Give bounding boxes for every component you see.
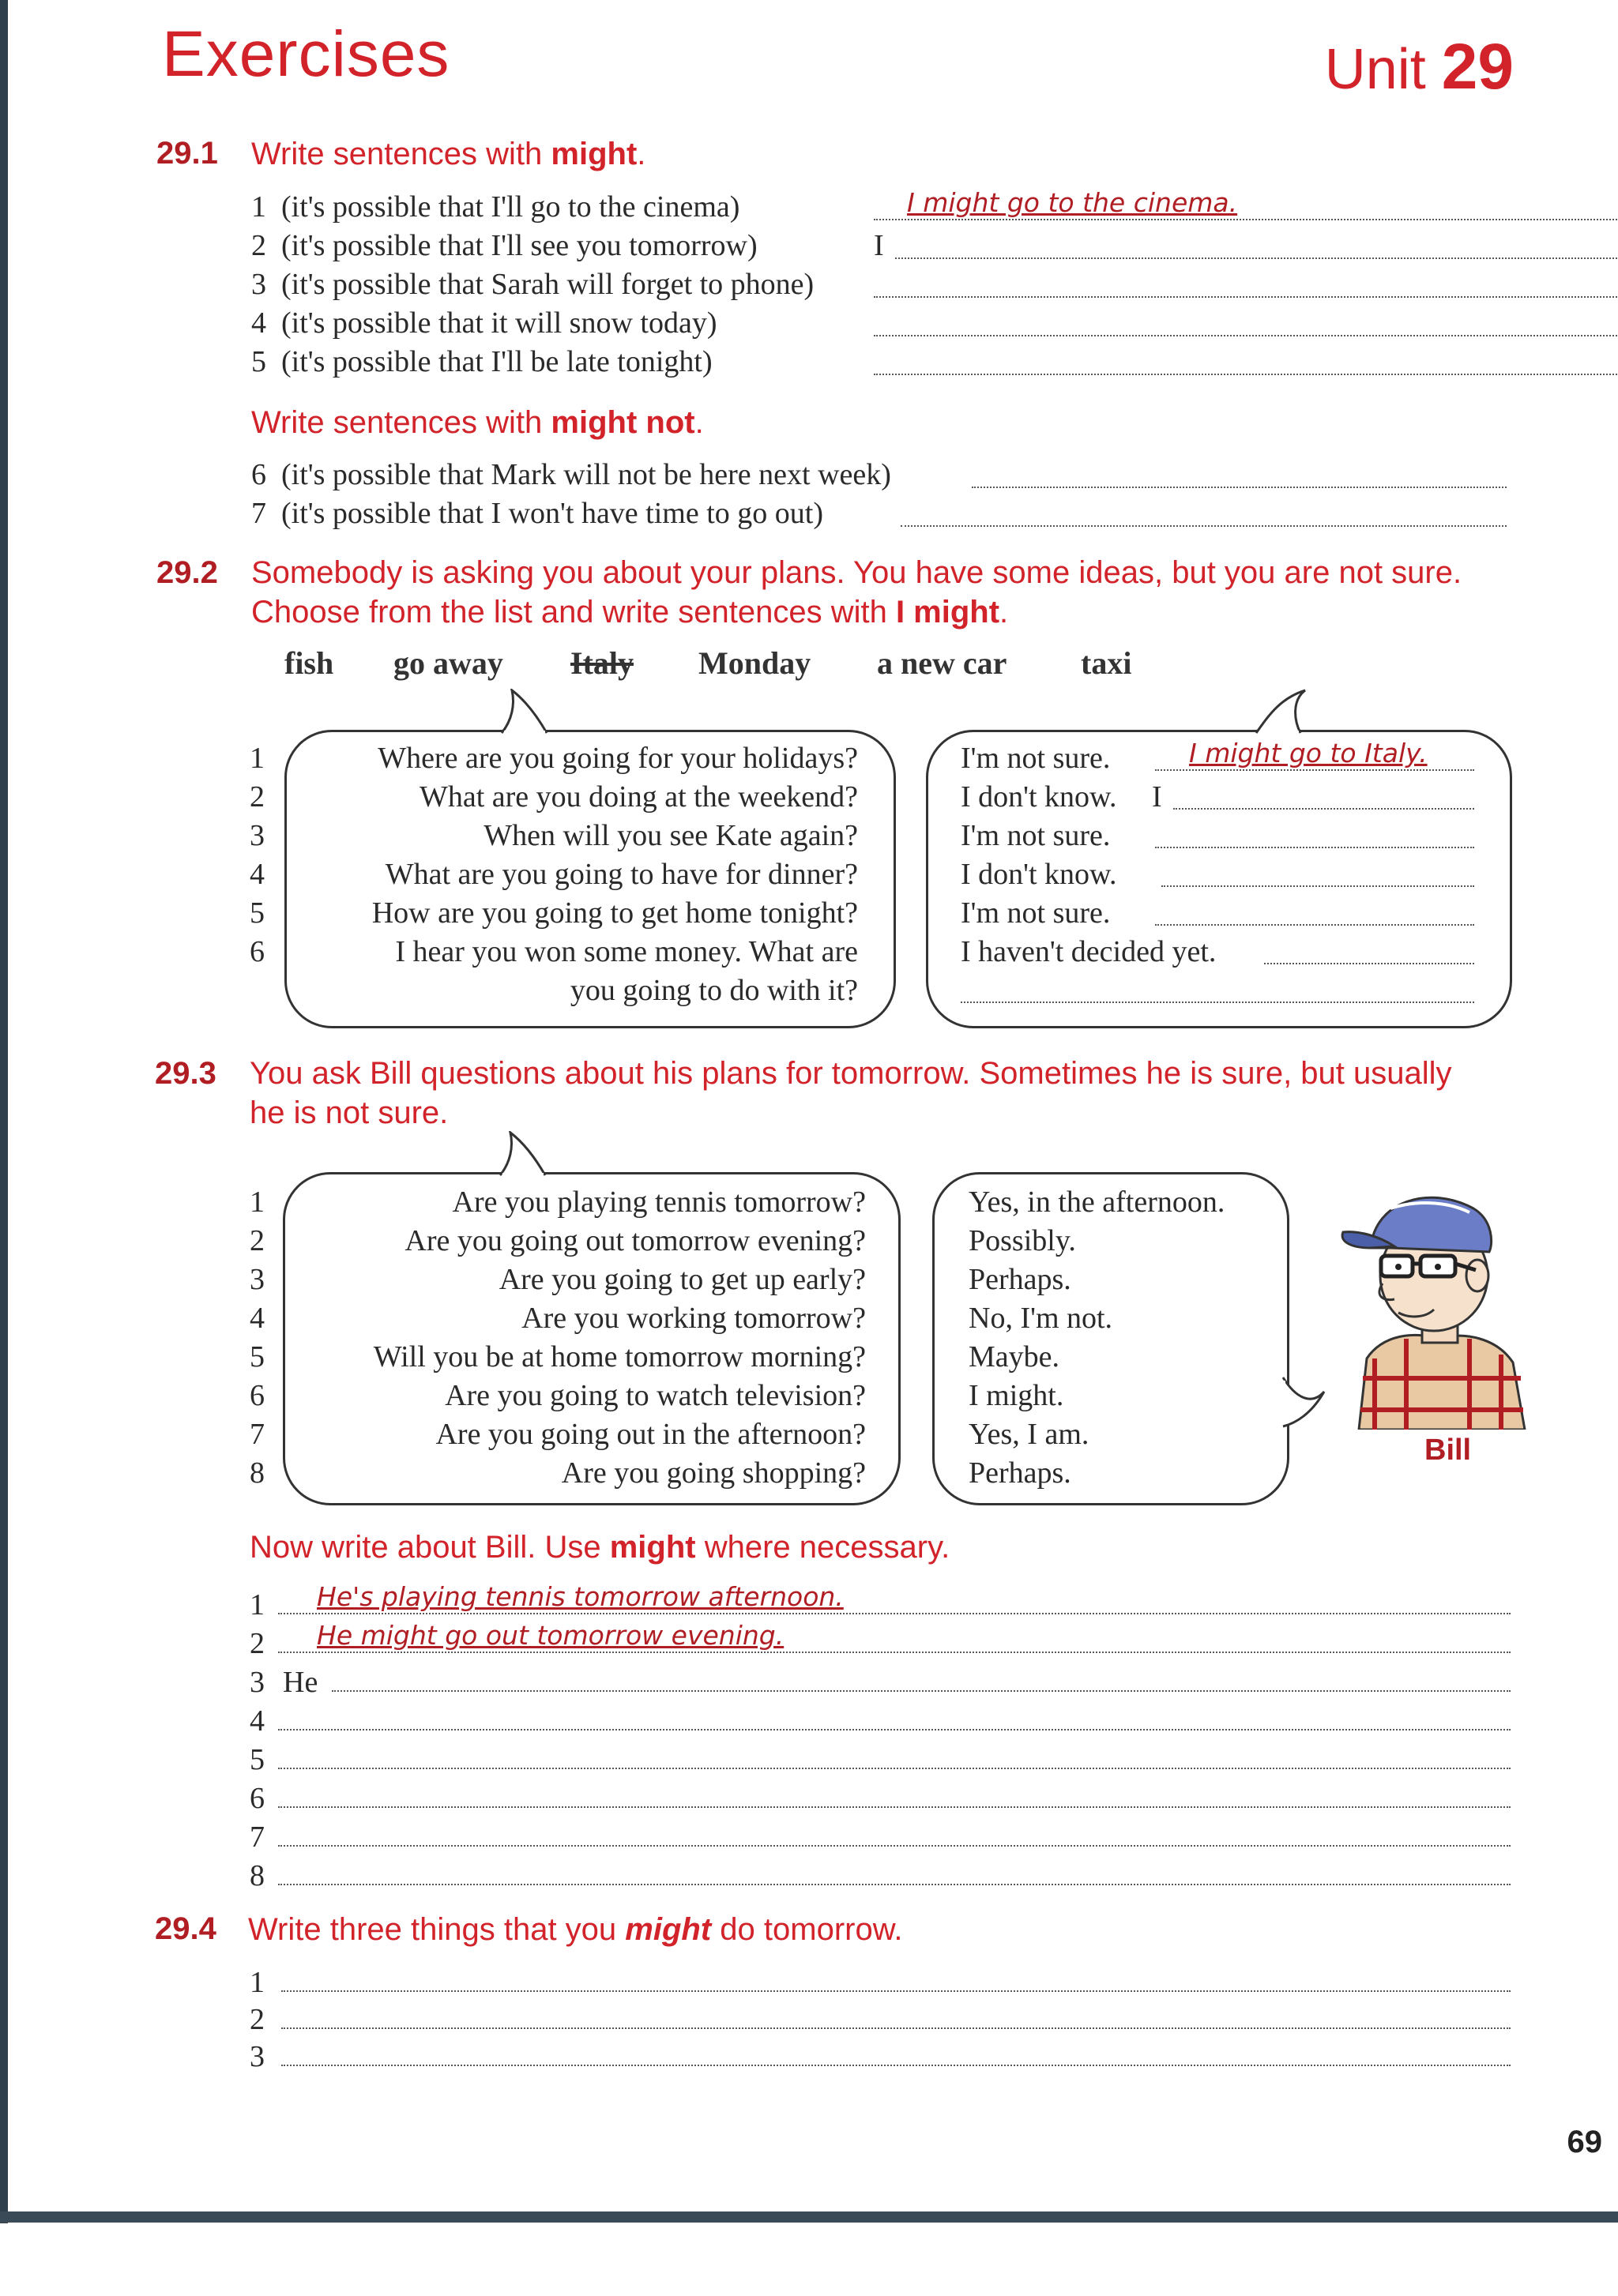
- question-text: Are you going to watch television?: [445, 1379, 866, 1412]
- item-number: 6: [250, 935, 265, 968]
- unit-number: 29: [1441, 31, 1514, 103]
- exercise-number-29-4: 29.4: [155, 1911, 216, 1946]
- instr-text: Write three things that you: [248, 1912, 626, 1947]
- reply-text: Perhaps.: [969, 1263, 1071, 1296]
- answer-text: I haven't decided yet.: [961, 935, 1217, 968]
- question-text: Where are you going for your holidays?: [378, 742, 858, 775]
- instr-text: Choose from the list and write sentences with: [251, 595, 896, 629]
- instr-text: .: [694, 405, 704, 440]
- question-text: What are you doing at the weekend?: [420, 780, 858, 814]
- item-number: 1: [250, 1588, 265, 1621]
- item-prompt: (it's possible that it will snow today): [281, 306, 717, 340]
- item-number: 1: [250, 742, 265, 775]
- list-item: [251, 455, 891, 494]
- item-number: 5: [250, 896, 265, 930]
- instr-text: where necessary.: [695, 1530, 950, 1565]
- exercise-29-4-instruction: [248, 1910, 903, 1949]
- instr-text: Write sentences with: [251, 137, 551, 171]
- answer-text: I don't know.: [961, 858, 1117, 891]
- item-number: 7: [251, 497, 266, 530]
- answer-line[interactable]: [278, 1768, 1511, 1769]
- answer-line[interactable]: [1155, 847, 1474, 848]
- exercise-29-4-lines: [250, 1963, 1511, 2090]
- answer-start: I: [874, 229, 884, 262]
- bill-label: Bill: [1424, 1434, 1472, 1467]
- bubble-tail: [1248, 689, 1311, 735]
- item-prompt: (it's possible that Sarah will forget to phone): [281, 268, 815, 301]
- handwritten-answer: I might go to the cinema.: [907, 187, 1238, 218]
- reply-text: Yes, I am.: [969, 1418, 1089, 1451]
- answer-line[interactable]: [901, 525, 1507, 527]
- answer-line[interactable]: [1264, 963, 1474, 964]
- item-number: 7: [250, 1821, 265, 1854]
- answer-line[interactable]: [278, 1652, 1511, 1653]
- question-text: Will you be at home tomorrow morning?: [373, 1340, 866, 1373]
- item-number: 1: [251, 190, 266, 224]
- word-option: taxi: [1081, 645, 1132, 681]
- item-number: 3: [250, 1666, 265, 1699]
- exercise-number-29-1: 29.1: [156, 136, 218, 171]
- instr-text: Write sentences with: [251, 405, 551, 440]
- item-number: 4: [250, 858, 265, 891]
- item-number: 3: [250, 819, 265, 852]
- page-title: Exercises: [162, 18, 450, 90]
- item-number: 5: [251, 345, 266, 378]
- answer-line[interactable]: [874, 374, 1618, 375]
- bubble-tail: [496, 1131, 559, 1177]
- unit-title: [1325, 30, 1514, 104]
- answer-line[interactable]: [278, 1845, 1511, 1847]
- question-text: Are you going shopping?: [561, 1456, 866, 1490]
- word-option: fish: [284, 645, 334, 681]
- list-item: [251, 342, 713, 381]
- answer-line[interactable]: [281, 2027, 1511, 2029]
- item-prompt: (it's possible that I won't have time to go out): [281, 497, 823, 530]
- answer-line[interactable]: [281, 2065, 1511, 2066]
- word-option: go away: [393, 645, 503, 681]
- item-prompt: (it's possible that I'll be late tonight): [281, 345, 713, 378]
- instr-text: Now write about Bill. Use: [250, 1530, 610, 1565]
- question-text: you going to do with it?: [570, 974, 858, 1007]
- answer-line[interactable]: [874, 219, 1618, 220]
- handwritten-answer: He might go out tomorrow evening.: [317, 1620, 785, 1651]
- answer-text: I'm not sure.: [961, 742, 1111, 775]
- exercise-29-3-instruction-2: [250, 1528, 950, 1567]
- reply-text: No, I'm not.: [969, 1302, 1113, 1335]
- exercise-number-29-3: 29.3: [155, 1056, 216, 1091]
- question-text: When will you see Kate again?: [484, 819, 858, 852]
- list-item: [251, 303, 717, 343]
- instr-line: [251, 592, 1462, 632]
- bubble-tail: [498, 689, 561, 735]
- answer-line[interactable]: [1155, 769, 1474, 771]
- answer-text: I don't know.: [961, 780, 1117, 814]
- answer-line[interactable]: [1155, 924, 1474, 926]
- handwritten-answer: I might go to Italy.: [1189, 738, 1428, 768]
- item-number: 4: [250, 1302, 265, 1335]
- instr-text: .: [637, 137, 646, 171]
- question-text: Are you going to get up early?: [499, 1263, 866, 1296]
- exercise-29-3-instruction: [250, 1054, 1452, 1133]
- question-list: [300, 739, 858, 1010]
- answer-line[interactable]: [961, 1001, 1474, 1003]
- question-numbers: [250, 1183, 281, 1493]
- answer-line[interactable]: [278, 1729, 1511, 1730]
- unit-label: Unit: [1324, 38, 1426, 101]
- item-number: 5: [250, 1743, 265, 1776]
- page-edge-bottom: [0, 2211, 1618, 2223]
- answer-start: He: [283, 1666, 318, 1699]
- reply-text: I might.: [969, 1379, 1064, 1412]
- list-item: [251, 226, 758, 265]
- item-number: 5: [250, 1340, 265, 1373]
- question-text: What are you going to have for dinner?: [385, 858, 858, 891]
- answer-line[interactable]: [874, 296, 1618, 298]
- instr-line: Somebody is asking you about your plans. You have some ideas, but you are not sure.: [251, 555, 1462, 590]
- answer-line[interactable]: [972, 487, 1507, 488]
- answer-line[interactable]: [278, 1806, 1511, 1808]
- instr-bold: might not: [551, 405, 695, 440]
- item-number: 2: [250, 2003, 265, 2036]
- instr-bold: might: [551, 137, 638, 171]
- answer-line[interactable]: [1161, 885, 1474, 887]
- answer-start: I: [1152, 780, 1162, 814]
- instr-bold: I might: [895, 595, 1000, 629]
- exercise-29-1-instruction-2: [251, 403, 704, 442]
- list-item: [251, 265, 814, 304]
- reply-text: Yes, in the afternoon.: [969, 1186, 1225, 1219]
- instr-line: he is not sure.: [250, 1095, 449, 1130]
- instr-line: You ask Bill questions about his plans for tomorrow. Sometimes he is sure, but usually: [250, 1056, 1452, 1091]
- list-item: [251, 187, 739, 227]
- instr-italic: might: [625, 1912, 712, 1947]
- item-number: 6: [250, 1782, 265, 1815]
- item-prompt: (it's possible that I'll see you tomorrow): [281, 229, 758, 262]
- bill-illustration: [1335, 1177, 1541, 1430]
- answer-line[interactable]: [281, 1990, 1511, 1992]
- page-number: 69: [1567, 2125, 1602, 2159]
- instr-text: .: [999, 595, 1009, 629]
- item-prompt: (it's possible that Mark will not be here next week): [281, 458, 891, 491]
- reply-text: Maybe.: [969, 1340, 1060, 1373]
- item-number: 3: [250, 1263, 265, 1296]
- item-number: 6: [250, 1379, 265, 1412]
- instr-bold: might: [609, 1530, 696, 1565]
- item-number: 1: [250, 1186, 265, 1219]
- answer-line[interactable]: [278, 1613, 1511, 1614]
- question-text: Are you going out in the afternoon?: [435, 1418, 866, 1451]
- word-option: a new car: [877, 645, 1007, 681]
- item-number: 1: [250, 1966, 265, 1999]
- answer-text: I'm not sure.: [961, 896, 1111, 930]
- bubble-tail: [1280, 1374, 1327, 1430]
- item-number: 8: [250, 1859, 265, 1892]
- reply-list: [969, 1183, 1269, 1493]
- question-list: [300, 1183, 866, 1493]
- question-text: Are you playing tennis tomorrow?: [452, 1186, 866, 1219]
- item-number: 4: [251, 306, 266, 340]
- list-item: [251, 494, 823, 533]
- page-edge-left: [0, 0, 8, 2223]
- item-number: 8: [250, 1456, 265, 1490]
- item-number: 2: [250, 1224, 265, 1257]
- question-text: How are you going to get home tonight?: [371, 896, 858, 930]
- exercise-29-2-instruction: [251, 553, 1462, 632]
- reply-text: Possibly.: [969, 1224, 1076, 1257]
- word-option-crossed: Italy: [570, 645, 634, 681]
- item-number: 6: [251, 458, 266, 491]
- answer-line[interactable]: [1173, 808, 1474, 810]
- question-text: Are you working tomorrow?: [521, 1302, 866, 1335]
- item-number: 3: [251, 268, 266, 301]
- handwritten-answer: He's playing tennis tomorrow afternoon.: [317, 1581, 844, 1612]
- answer-line[interactable]: [278, 1884, 1511, 1885]
- item-number: 2: [251, 229, 266, 262]
- exercise-number-29-2: 29.2: [156, 555, 218, 590]
- item-number: 2: [250, 1627, 265, 1660]
- item-prompt: (it's possible that I'll go to the cinema): [281, 190, 740, 224]
- exercise-29-1-instruction: [251, 134, 645, 174]
- reply-text: Perhaps.: [969, 1456, 1071, 1490]
- instr-text: do tomorrow.: [711, 1912, 903, 1947]
- answer-line[interactable]: [874, 335, 1618, 336]
- question-numbers: [250, 739, 281, 971]
- item-number: 2: [250, 780, 265, 814]
- question-text: I hear you won some money. What are: [395, 935, 858, 968]
- item-number: 4: [250, 1704, 265, 1738]
- bill-answer-lines: [250, 1581, 1511, 1902]
- answer-line[interactable]: [895, 257, 1618, 259]
- answer-line[interactable]: [332, 1690, 1511, 1692]
- answer-text: I'm not sure.: [961, 819, 1111, 852]
- item-number: 7: [250, 1418, 265, 1451]
- answer-list: [961, 739, 1482, 971]
- item-number: 3: [250, 2040, 265, 2073]
- word-option: Monday: [698, 645, 811, 681]
- question-text: Are you going out tomorrow evening?: [404, 1224, 866, 1257]
